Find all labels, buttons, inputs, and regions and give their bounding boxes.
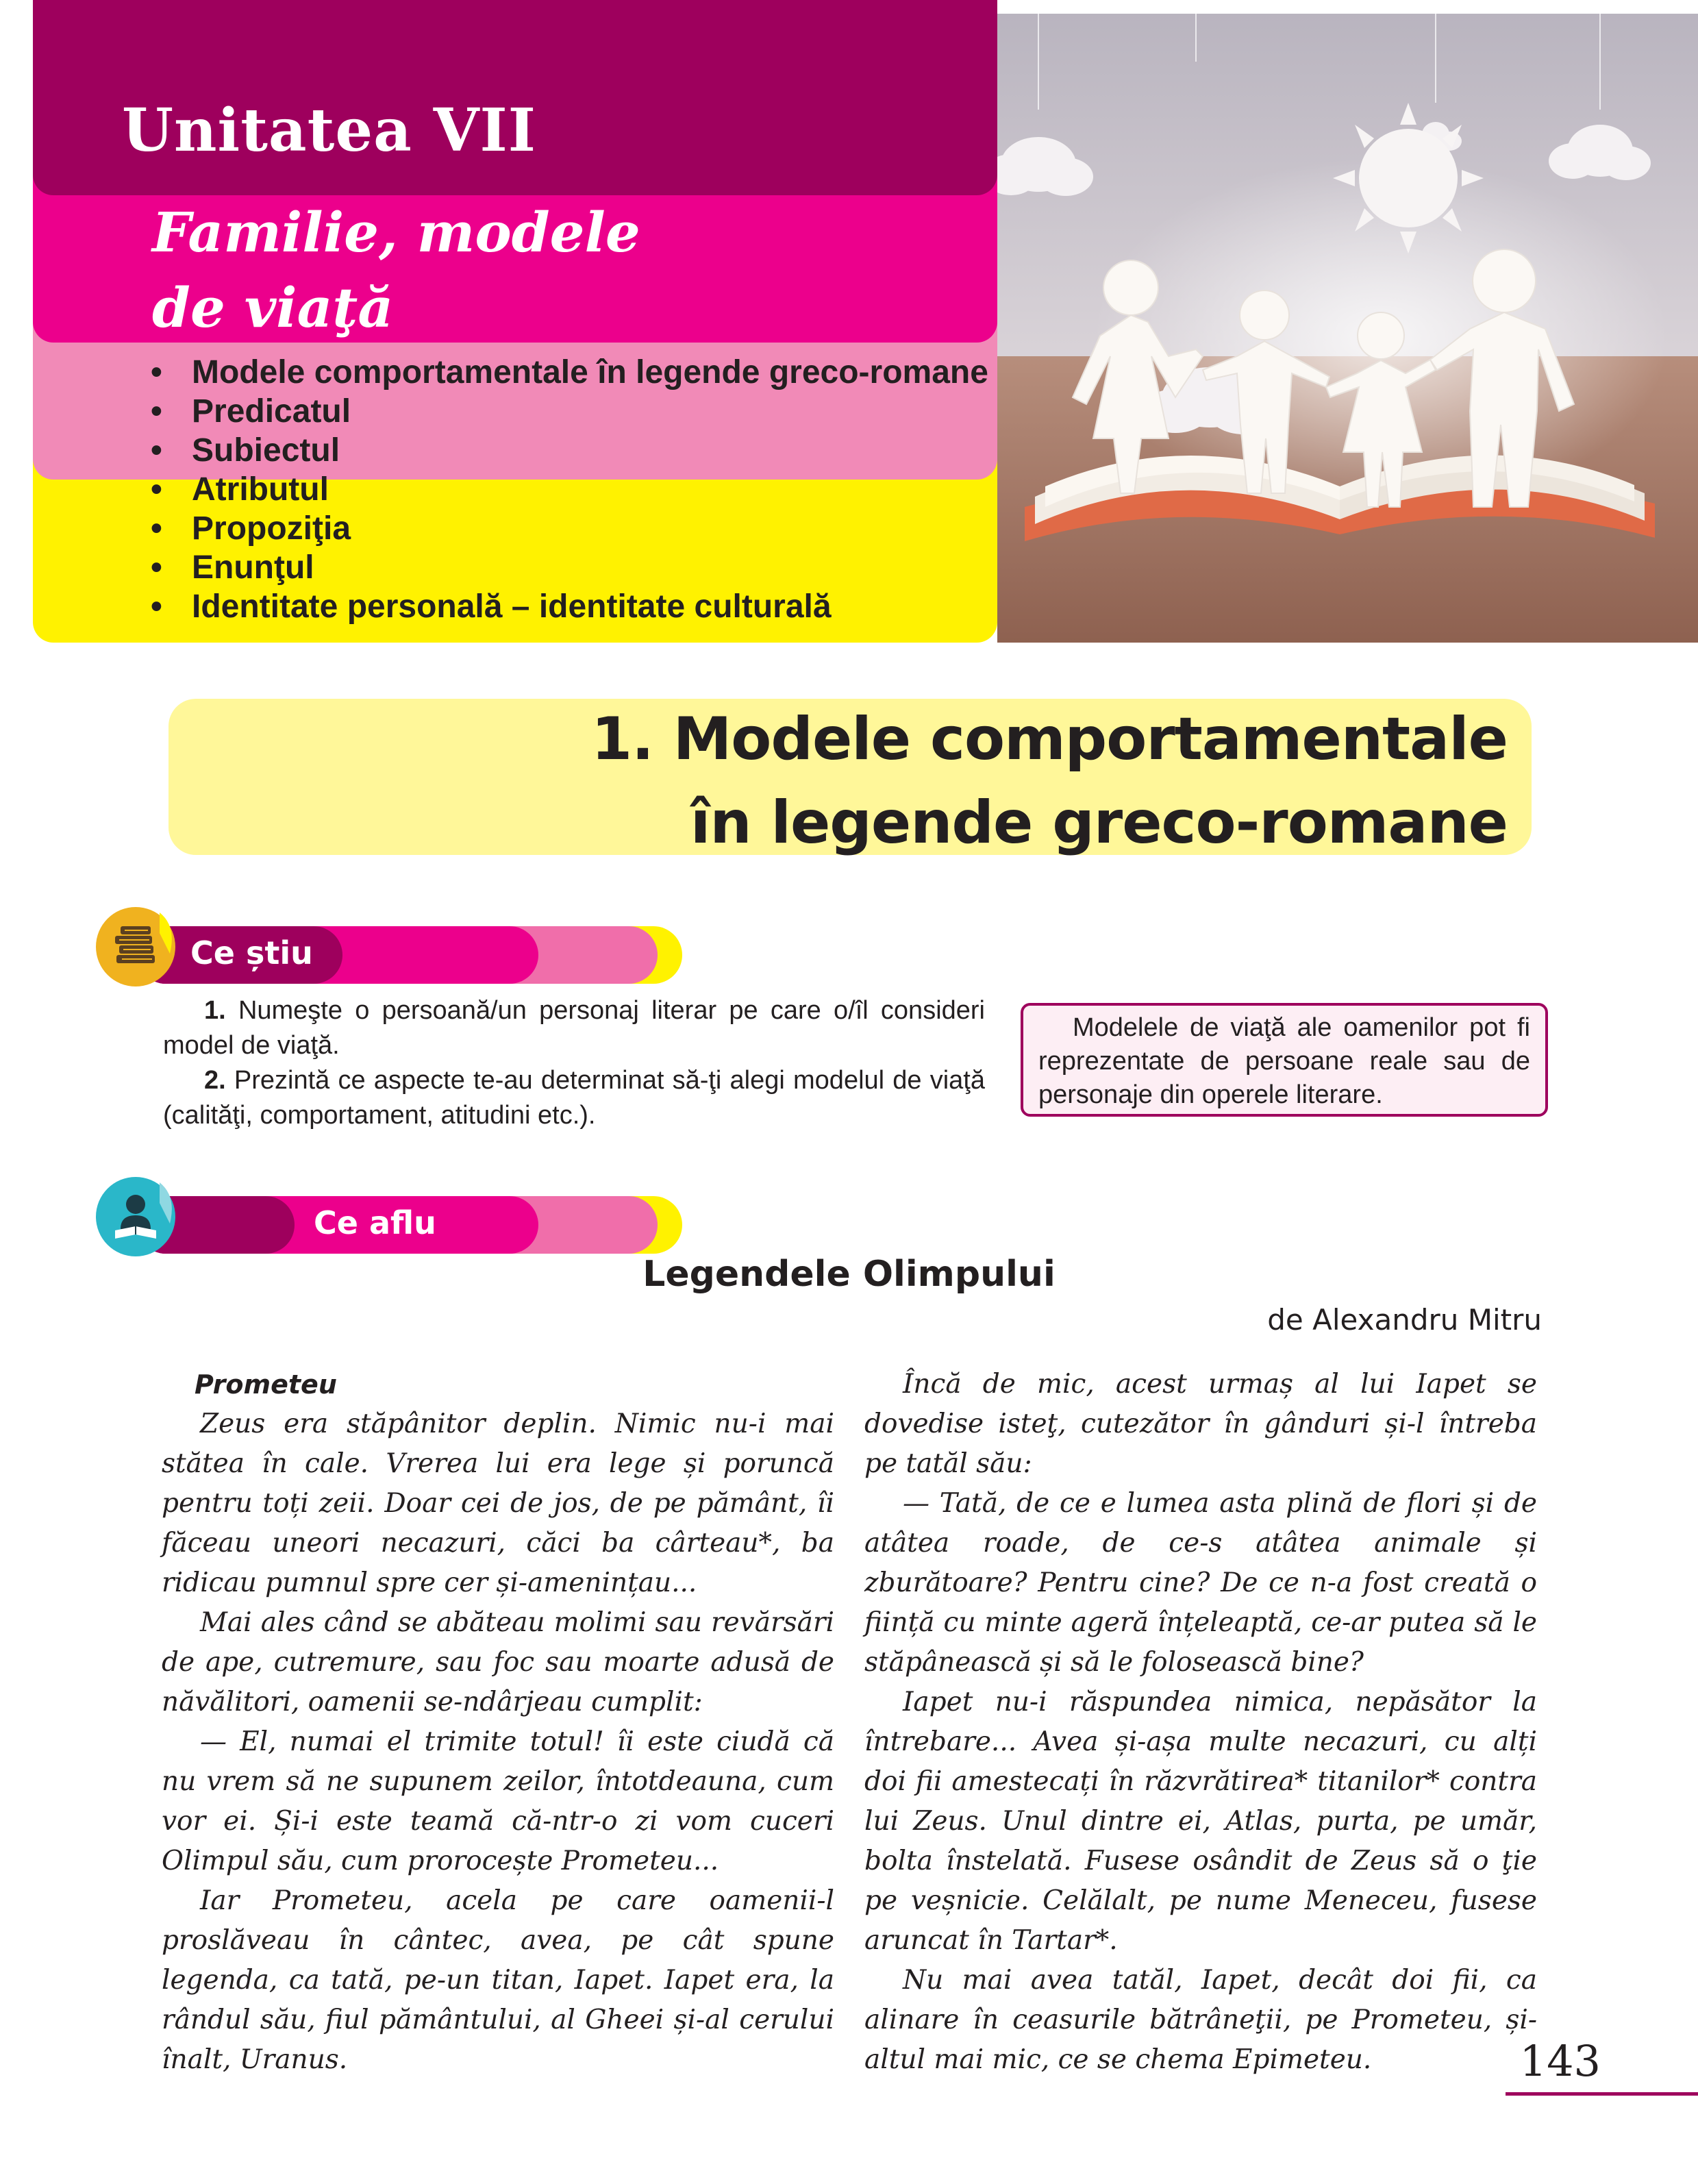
section-label: Ce aflu — [314, 1204, 436, 1241]
unit-subtitle-line2: de viaţă — [152, 275, 394, 340]
question-number: 2. — [204, 1066, 226, 1095]
unit-topics-list — [151, 353, 988, 626]
books-icon — [95, 906, 177, 988]
story-paragraph: Iar Prometeu, acela pe care oamenii-l proslăveau în cântec, avea, pe cât spune legenda, ca tată, pe-un titan, Iapet. Iapet era, la rândul său, fiul pământului, al Gheei și-al cerului înalt, Uranus. — [162, 1885, 834, 2075]
page-number: 143 — [1519, 2036, 1601, 2086]
question-2 — [163, 1063, 985, 1133]
unit-subtitle-line1: Familie, modele — [152, 200, 640, 264]
section-ce-stiu — [96, 926, 682, 984]
topic-item: • Predicatul — [151, 392, 988, 431]
reader-icon — [95, 1176, 177, 1258]
story-paragraph: — El, numai el trimite totul! îi este ciudă că nu vrem să ne supunem zeilor, întotdeauna, cum vor ei. Și-i este teamă că-ntr-o zi vom cuceri Olimpul său, cum prorocește Prometeu... — [162, 1726, 834, 1876]
unit-subtitle — [152, 195, 640, 345]
topic-item: • Modele comportamentale în legende greco-romane — [151, 353, 988, 392]
question-text: Prezintă ce aspecte te-au determinat să-ţi alegi modelul de viaţă (calităţi, comportament, atitudini etc.). — [163, 1066, 985, 1130]
topic-item: • Propoziţia — [151, 509, 988, 548]
story-column-left — [162, 1365, 834, 2080]
topic-item: • Atributul — [151, 470, 988, 509]
lesson-title-line1: 1. Modele comportamentale — [591, 705, 1508, 773]
ce-stiu-questions — [163, 993, 985, 1133]
info-note-text: Modelele de viaţă ale oamenilor pot fi reprezentate de persoane reale sau de personaje din operele literare. — [1038, 1013, 1530, 1109]
topic-item: • Identitate personală – identitate culturală — [151, 587, 988, 626]
family-book-image — [997, 14, 1698, 643]
story-column-right — [864, 1365, 1537, 2080]
lesson-title-line2: în legende greco-romane — [690, 789, 1508, 857]
story-subhead: Prometeu — [195, 1369, 337, 1400]
lesson-title — [591, 697, 1508, 865]
info-note-box — [1021, 1003, 1548, 1117]
topic-item: • Subiectul — [151, 431, 988, 470]
text-author: de Alexandru Mitru — [1267, 1303, 1542, 1337]
story-paragraph: Încă de mic, acest urmaș al lui Iapet se dovedise isteţ, cutezător în gânduri și-l întreba pe tatăl său: — [864, 1369, 1537, 1479]
question-1 — [163, 993, 985, 1063]
question-text: Numeşte o persoană/un personaj literar pe care o/îl consideri model de viaţă. — [163, 996, 985, 1060]
story-paragraph: Nu mai avea tatăl, Iapet, decât doi fii, ca alinare în ceasurile bătrâneţii, pe Prometeu, și-altul mai mic, ce se chema Epimeteu. — [864, 1965, 1537, 2075]
story-paragraph: Zeus era stăpânitor deplin. Nimic nu-i mai stătea în cale. Vrerea lui era lege și poruncă pentru toți zeii. Doar cei de jos, de pe pământ, îi făceau uneori necazuri, căci ba cârteau*, ba ridicau pumnul spre cer și-amenințau... — [162, 1409, 834, 1598]
text-title: Legendele Olimpului — [642, 1254, 1056, 1295]
unit-title: Unitatea VII — [122, 96, 536, 165]
topic-item: • Enunţul — [151, 548, 988, 587]
page-number-rule — [1506, 2092, 1698, 2096]
section-ce-aflu — [96, 1196, 682, 1254]
section-label: Ce știu — [190, 934, 313, 971]
story-paragraph: Mai ales când se abăteau molimi sau revărsări de ape, cutremure, sau foc sau moarte adusă de năvălitori, oamenii se-ndârjeau cumplit: — [162, 1607, 834, 1717]
story-paragraph: — Tată, de ce e lumea asta plină de flori și de atâtea roade, de ce-s atâtea animale și zburătoare? Pentru cine? De ce n-a fost creată o ființă cu minte ageră înțeleaptă, ce-ar putea să le stăpânească și să le folosească bine? — [864, 1488, 1537, 1678]
family-book-illustration — [997, 14, 1698, 643]
story-paragraph: Iapet nu-i răspundea nimica, nepăsător la întrebare... Avea și-așa multe necazuri, cu alți doi fii amestecați în răzvrătirea* titanilor* contra lui Zeus. Unul dintre ei, Atlas, purta, pe umăr, bolta înstelată. Fusese osândit de Zeus să o ţie pe veșnicie. Celălalt, pe nume Meneceu, fusese aruncat în Tartar*. — [864, 1687, 1537, 1956]
question-number: 1. — [204, 996, 226, 1025]
